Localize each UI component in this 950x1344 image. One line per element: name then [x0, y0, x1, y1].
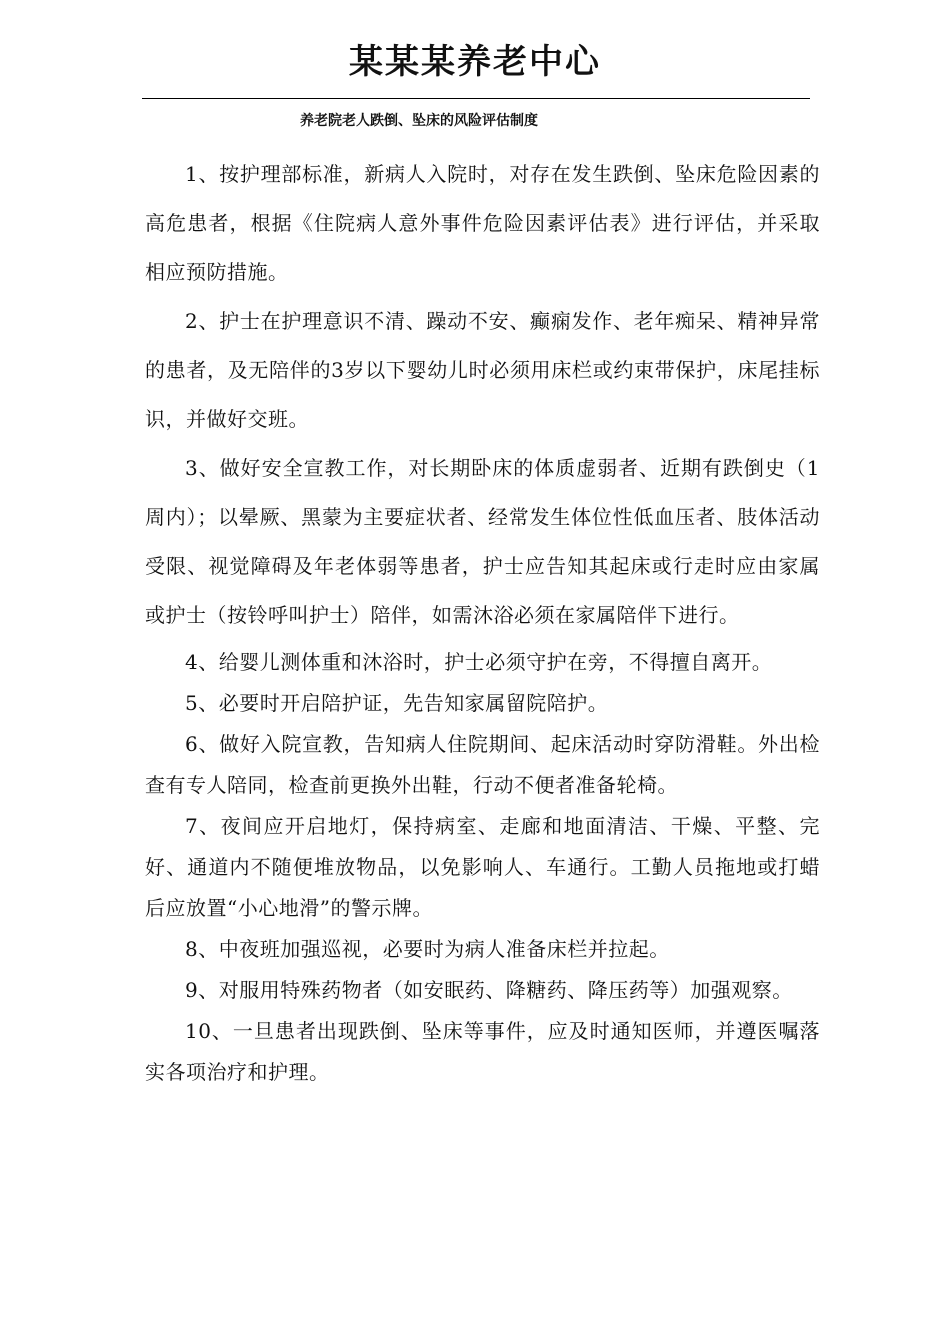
paragraph-2: 2、护士在护理意识不清、躁动不安、癫痫发作、老年痴呆、精神异常的患者，及无陪伴的3岁以下婴幼儿时必须用床栏或约束带保护，床尾挂标识，并做好交班。	[145, 309, 820, 431]
paragraph-8: 8、中夜班加强巡视，必要时为病人准备床栏并拉起。	[185, 937, 670, 961]
paragraph-4: 4、给婴儿测体重和沐浴时，护士必须守护在旁，不得擅自离开。	[185, 650, 773, 674]
paragraph-5: 5、必要时开启陪护证，先告知家属留院陪护。	[185, 691, 609, 715]
paragraph-9: 9、对服用特殊药物者（如安眠药、降糖药、降压药等）加强观察。	[185, 978, 793, 1002]
document-body	[145, 150, 820, 1093]
page-header-title: 某某某养老中心	[349, 42, 601, 82]
paragraph-7: 7、夜间应开启地灯，保持病室、走廊和地面清洁、干燥、平整、完好、通道内不随便堆放物品，以免影响人、车通行。工勤人员拖地或打蜡后应放置“小心地滑”的警示牌。	[145, 814, 820, 920]
header-divider	[142, 98, 810, 99]
paragraph-1: 1、按护理部标准，新病人入院时，对存在发生跌倒、坠床危险因素的高危患者，根据《住院病人意外事件危险因素评估表》进行评估，并采取相应预防措施。	[145, 162, 820, 284]
paragraph-10: 10、一旦患者出现跌倒、坠床等事件，应及时通知医师，并遵医嘱落实各项治疗和护理。	[145, 1019, 820, 1084]
paragraph-6: 6、做好入院宣教，告知病人住院期间、起床活动时穿防滑鞋。外出检查有专人陪同，检查前更换外出鞋，行动不便者准备轮椅。	[145, 732, 820, 797]
paragraph-3: 3、做好安全宣教工作，对长期卧床的体质虚弱者、近期有跌倒史（1 周内）；以晕厥、黑蒙为主要症状者、经常发生体位性低血压者、肢体活动受限、视觉障碍及年老体弱等患者，护士应告知其起床或行走时应由家属或护士（按铃呼叫护士）陪伴，如需沐浴必须在家属陪伴下进行。	[145, 456, 820, 627]
document-subtitle: 养老院老人跌倒、坠床的风险评估制度	[300, 113, 538, 129]
